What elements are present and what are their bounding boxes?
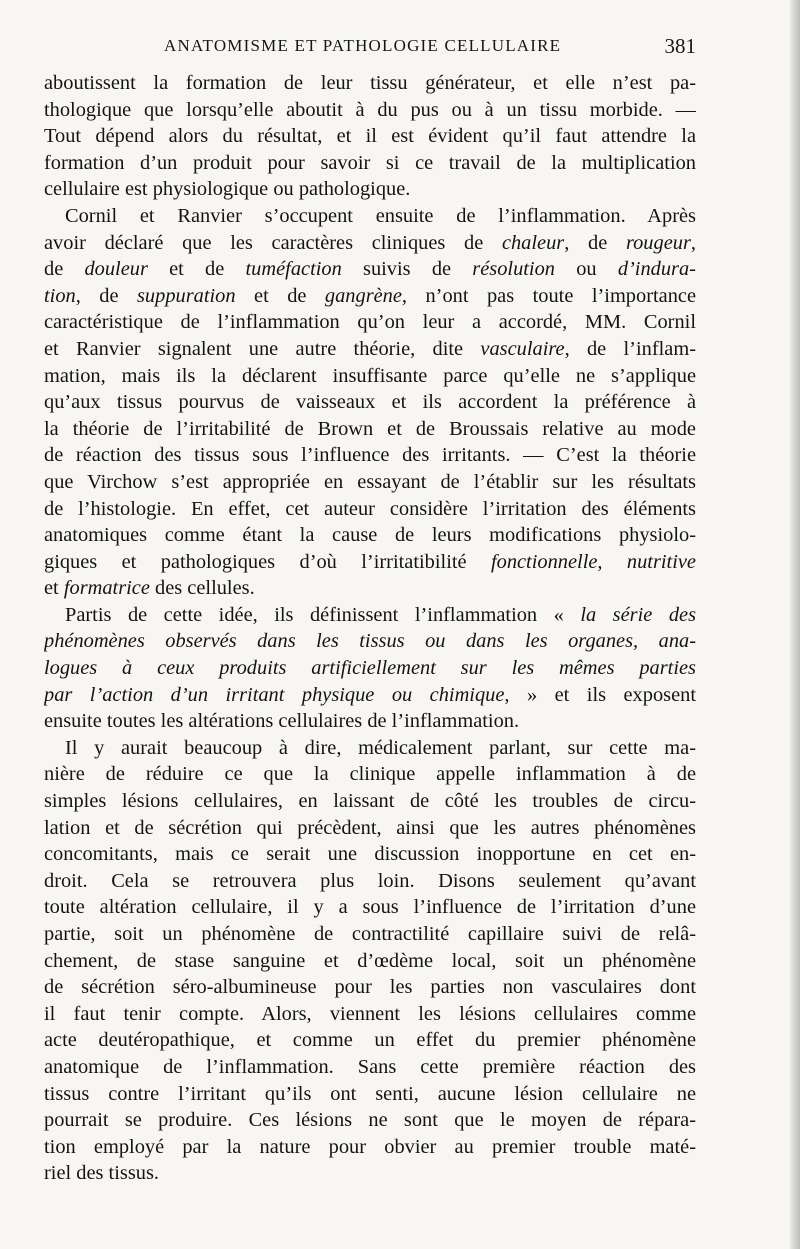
text-line bbox=[44, 788, 696, 815]
text-run: la théorie de l’irritabilité de Brown et de Broussais relative au mode bbox=[44, 417, 696, 440]
italic-text: par l’action d’un irritant physique ou chimique bbox=[44, 683, 505, 706]
paragraph bbox=[44, 203, 696, 602]
text-line bbox=[44, 948, 696, 975]
italic-text: suppuration bbox=[137, 284, 236, 307]
text-run: de bbox=[44, 258, 85, 281]
text-line bbox=[44, 708, 696, 735]
text-run: Il y aurait beaucoup à dire, médicalement parlant, sur cette ma- bbox=[65, 736, 696, 759]
text-run: ensuite toutes les altérations cellulaires de l’inflammation. bbox=[44, 710, 520, 733]
text-run: de l’histologie. En effet, cet auteur considère l’irritation des éléments bbox=[44, 497, 696, 520]
text-line bbox=[44, 336, 696, 363]
text-line bbox=[44, 1081, 696, 1108]
text-run: et bbox=[44, 577, 64, 600]
text-line bbox=[44, 496, 696, 523]
text-line bbox=[44, 1107, 696, 1134]
text-run: et de bbox=[147, 258, 246, 281]
text-run: , bbox=[690, 231, 696, 254]
italic-text: chaleur bbox=[501, 231, 565, 254]
italic-text: logues à ceux produits artificiellement sur les mêmes parties bbox=[44, 657, 696, 680]
text-line bbox=[44, 469, 696, 496]
text-line bbox=[44, 921, 696, 948]
text-line bbox=[44, 522, 696, 549]
text-line bbox=[44, 256, 696, 283]
text-line bbox=[44, 894, 696, 921]
text-line bbox=[44, 1134, 696, 1161]
body-text bbox=[44, 70, 696, 1187]
text-run: chement, de stase sanguine et d’œdème local, soit un phénomène bbox=[44, 949, 696, 972]
italic-text: phénomènes observés dans les tissus ou dans les organes, ana- bbox=[44, 630, 696, 653]
text-run: anatomiques comme étant la cause de leurs modifications physiolo- bbox=[44, 524, 696, 547]
text-run: suivis de bbox=[341, 258, 473, 281]
text-run: caractéristique de l’inflammation qu’on leur a accordé, MM. Cornil bbox=[44, 311, 696, 334]
text-line bbox=[44, 549, 696, 576]
text-run: aboutissent la formation de leur tissu générateur, et elle n’est pa- bbox=[44, 72, 696, 94]
text-line bbox=[44, 389, 696, 416]
text-line bbox=[44, 575, 696, 602]
text-line bbox=[44, 283, 696, 310]
italic-text: douleur bbox=[84, 258, 148, 281]
italic-text: vasculaire bbox=[480, 337, 565, 360]
text-run: , de l’inflam- bbox=[564, 337, 696, 360]
text-run: lation et de sécrétion qui précèdent, ainsi que les autres phénomènes bbox=[44, 816, 696, 839]
italic-text: fonctionnelle, nutritive bbox=[490, 550, 696, 573]
paragraph bbox=[44, 602, 696, 735]
text-line bbox=[44, 761, 696, 788]
text-run: de sécrétion séro-albumineuse pour les parties non vasculaires dont bbox=[44, 976, 696, 999]
text-run: , de bbox=[564, 231, 626, 254]
text-line bbox=[44, 309, 696, 336]
text-run: thologique que lorsqu’elle aboutit à du pus ou à un tissu morbide. — bbox=[44, 98, 696, 121]
text-run: tion employé par la nature pour obvier au premier trouble maté- bbox=[44, 1135, 696, 1158]
italic-text: la série des bbox=[580, 603, 696, 626]
text-run: tissus contre l’irritant qu’ils ont senti, aucune lésion cellulaire ne bbox=[44, 1082, 696, 1105]
italic-text: tion bbox=[44, 284, 76, 307]
text-line bbox=[44, 150, 696, 177]
text-line bbox=[44, 176, 696, 203]
italic-text: d’indura- bbox=[617, 258, 696, 281]
text-run: avoir déclaré que les caractères cliniques de bbox=[44, 231, 502, 254]
text-run: Partis de cette idée, ils définissent l’inflammation « bbox=[65, 603, 581, 626]
text-run: , de bbox=[75, 284, 137, 307]
italic-text: résolution bbox=[472, 258, 555, 281]
text-line bbox=[44, 1054, 696, 1081]
text-run: il faut tenir compte. Alors, viennent les lésions cellulaires comme bbox=[44, 1002, 696, 1025]
text-run: concomitants, mais ce serait une discussion inopportune en cet en- bbox=[44, 843, 696, 866]
text-line bbox=[44, 70, 696, 97]
text-line bbox=[44, 1001, 696, 1028]
text-run: de réaction des tissus sous l’influence des irritants. — C’est la théorie bbox=[44, 444, 696, 467]
text-line bbox=[44, 97, 696, 124]
text-line bbox=[44, 602, 696, 629]
text-line bbox=[44, 655, 696, 682]
text-run: des cellules. bbox=[149, 577, 255, 600]
text-run: riel des tissus. bbox=[44, 1162, 159, 1185]
text-line bbox=[44, 682, 696, 709]
page-header bbox=[44, 34, 696, 62]
text-run: giques et pathologiques d’où l’irritatibilité bbox=[44, 550, 491, 573]
text-run: pourrait se produire. Ces lésions ne sont que le moyen de répara- bbox=[44, 1109, 696, 1132]
text-line bbox=[44, 203, 696, 230]
italic-text: formatrice bbox=[63, 577, 150, 600]
text-run: que Virchow s’est appropriée en essayant de l’établir sur les résultats bbox=[44, 470, 696, 493]
text-line bbox=[44, 841, 696, 868]
text-line bbox=[44, 815, 696, 842]
text-run: qu’aux tissus pourvus de vaisseaux et ils accordent la préférence à bbox=[44, 391, 696, 414]
running-title: ANATOMISME ET PATHOLOGIE CELLULAIRE bbox=[164, 36, 562, 55]
text-run: Tout dépend alors du résultat, et il est évident qu’il faut attendre la bbox=[44, 125, 696, 148]
italic-text: rougeur bbox=[625, 231, 691, 254]
text-run: toute altération cellulaire, il y a sous l’influence de l’irritation d’une bbox=[44, 896, 696, 919]
text-run: mation, mais ils la déclarent insuffisante parce qu’elle ne s’applique bbox=[44, 364, 696, 387]
text-run: nière de réduire ce que la clinique appelle inflammation à de bbox=[44, 763, 696, 786]
text-run: et de bbox=[235, 284, 325, 307]
text-run: simples lésions cellulaires, en laissant de côté les troubles de circu- bbox=[44, 790, 696, 813]
text-run: anatomique de l’inflammation. Sans cette première réaction des bbox=[44, 1055, 696, 1078]
text-run: ou bbox=[554, 258, 618, 281]
text-run: et Ranvier signalent une autre théorie, dite bbox=[44, 337, 481, 360]
text-run: , n’ont pas toute l’importance bbox=[401, 284, 696, 307]
text-run: Cornil et Ranvier s’occupent ensuite de l’inflammation. Après bbox=[65, 204, 696, 227]
text-line bbox=[44, 974, 696, 1001]
paragraph bbox=[44, 735, 696, 1187]
paragraph bbox=[44, 70, 696, 203]
text-line bbox=[44, 442, 696, 469]
text-run: , » et ils exposent bbox=[504, 683, 696, 706]
text-line bbox=[44, 416, 696, 443]
italic-text: gangrène bbox=[324, 284, 402, 307]
text-line bbox=[44, 628, 696, 655]
text-run: acte deutéropathique, et comme un effet du premier phénomène bbox=[44, 1029, 696, 1052]
text-run: partie, soit un phénomène de contractilité capillaire suivi de relâ- bbox=[44, 923, 696, 945]
text-line bbox=[44, 123, 696, 150]
text-line bbox=[44, 1160, 696, 1187]
text-line bbox=[44, 363, 696, 390]
text-line bbox=[44, 230, 696, 257]
text-run: cellulaire est physiologique ou pathologique. bbox=[44, 178, 411, 201]
text-run: formation d’un produit pour savoir si ce travail de la multiplication bbox=[44, 151, 696, 174]
text-line bbox=[44, 1027, 696, 1054]
text-line bbox=[44, 735, 696, 762]
text-line bbox=[44, 868, 696, 895]
italic-text: tuméfaction bbox=[245, 258, 342, 281]
text-run: droit. Cela se retrouvera plus loin. Disons seulement qu’avant bbox=[44, 869, 696, 892]
page-number: 381 bbox=[664, 34, 696, 58]
